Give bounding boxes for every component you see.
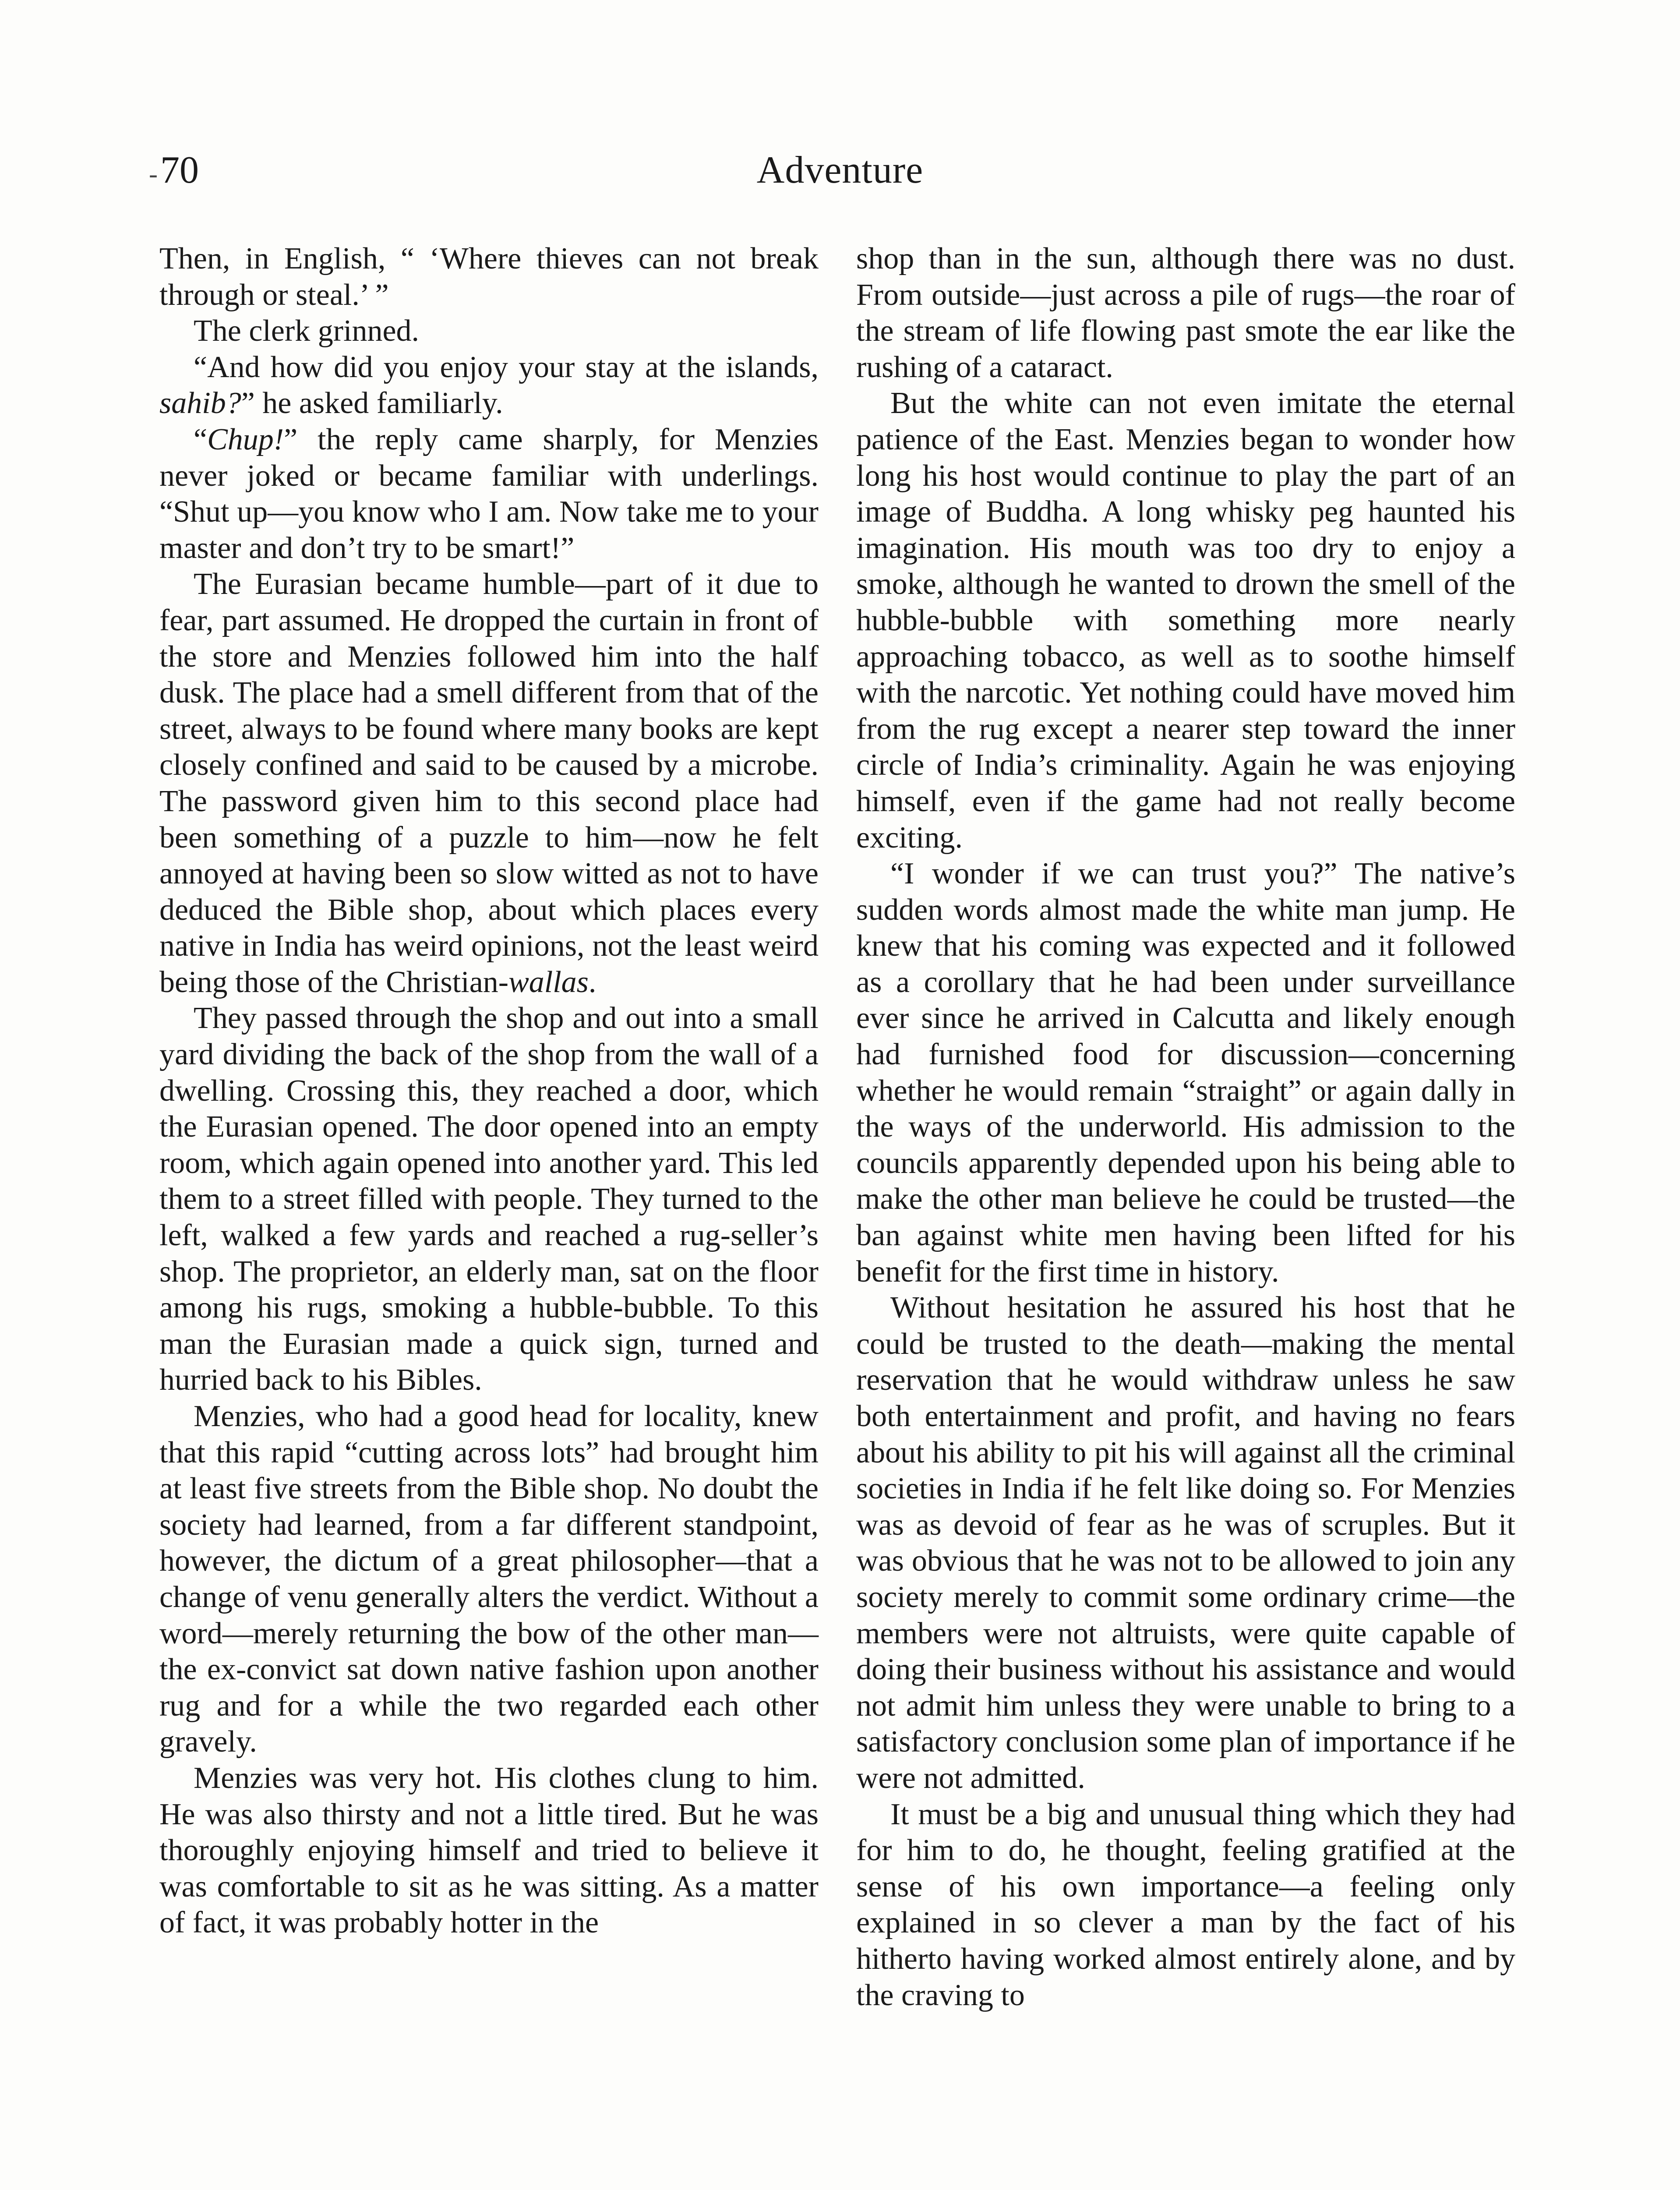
paragraph — [159, 1399, 819, 1760]
paragraph-text: “ — [194, 422, 208, 456]
paragraph — [159, 350, 819, 422]
paragraph-text: shop than in the sun, although there was no dust. From outside—just across a pile of rugs—the roar of the stream of life flowing past smote the ear like the rushing of a cataract. — [856, 242, 1515, 384]
right-column — [856, 241, 1515, 2013]
paragraph-text: They passed through the shop and out into a small yard dividing the back of the shop from the wall of a dwelling. Crossing this, they reached a door, which the Eurasian opened. The door opened into an empty room, which again opened into another yard. This led them to a street filled with people. They turned to the left, walked a few yards and reached a rug-seller’s shop. The proprietor, an elderly man, sat on the floor among his rugs, smoking a hubble-bubble. To this man the Eurasian made a quick sign, turned and hurried back to his Bibles. — [159, 1001, 819, 1397]
paragraph-italic-text: wallas — [508, 965, 589, 999]
paragraph — [856, 856, 1515, 1290]
paragraph — [159, 1000, 819, 1399]
paragraph-text: But the white can not even imitate the eternal patience of the East. Menzies began to wonder how long his host would continue to play the part of an image of Buddha. A long whisky peg haunted his imagination. His mouth was too dry to enjoy a smoke, although he wanted to drown the smell of the hubble-bubble with something more nearly approaching tobacco, as well as to soothe himself with the narcotic. Yet nothing could have moved him from the rug except a nearer step toward the inner circle of India’s criminality. Again he was enjoying himself, even if the game had not really become exciting. — [856, 386, 1515, 855]
page-number-value: 70 — [160, 149, 199, 191]
running-title: Adventure — [756, 149, 924, 191]
paragraph — [856, 1290, 1515, 1796]
paragraph-text-tail: ” the reply came sharply, for Menzies never joked or became familiar with underlings. “Shut up—you know who I am. Now take me to your master and don’t try to be smart!” — [159, 422, 819, 565]
paragraph-text: Menzies, who had a good head for locality, knew that this rapid “cutting across lots” had brought him at least five streets from the Bible shop. No doubt the society had learned, from a far different standpoint, however, the dictum of a great philosopher—that a change of venu generally alters the verdict. Without a word—merely returning the bow of the other man—the ex-convict sat down native fashion upon another rug and for a while the two regarded each other gravely. — [159, 1399, 819, 1759]
paragraph-text: Without hesitation he assured his host that he could be trusted to the death—making the mental reservation that he would withdraw unless he saw both entertainment and profit, and having no fears about his ability to pit his will against all the criminal societies in India if he felt like doing so. For Menzies was as devoid of fear as he was of scruples. But it was obvious that he was not to be allowed to join any society merely to commit some ordinary crime—the members were not altruists, were quite capable of doing their business without his assistance and would not admit him unless they were unable to bring to a satisfactory conclusion some plan of importance if he were not admitted. — [856, 1291, 1515, 1795]
paragraph — [159, 1760, 819, 1941]
paragraph-text-tail: ” he asked familiarly. — [241, 386, 503, 420]
paragraph — [856, 241, 1515, 385]
paragraph — [159, 566, 819, 1000]
paragraph-text: Then, in English, “ ‘Where thieves can not break through or steal.’ ” — [159, 242, 819, 312]
paragraph-text: It must be a big and unusual thing which they had for him to do, he thought, feeling gratified at the sense of his own importance—a feeling only explained in so clever a man by the fact of his hitherto having worked almost entirely alone, and by the craving to — [856, 1797, 1515, 2012]
paragraph — [159, 313, 819, 350]
paragraph-italic-text: Chup! — [207, 422, 284, 456]
left-column — [159, 241, 819, 1941]
paragraph-italic-text: sahib? — [159, 386, 241, 420]
paragraph-text: The Eurasian became humble—part of it due to fear, part assumed. He dropped the curtain in front of the store and Menzies followed him into the half dusk. The place had a smell different from that of the street, always to be found where many books are kept closely confined and said to be caused by a microbe. The password given him to this second place had been something of a puzzle to him—now he felt annoyed at having been so slow witted as not to have deduced the Bible shop, about which places every native in India has weird opinions, not the least weird being those of the Christian- — [159, 567, 819, 999]
paragraph — [159, 241, 819, 313]
paragraph — [159, 422, 819, 566]
paragraph-text: “I wonder if we can trust you?” The native’s sudden words almost made the white man jump. He knew that his coming was expected and it followed as a corollary that he had been under surveillance ever since he arrived in Calcutta and likely enough had furnished food for discussion—concerning whether he would remain “straight” or again dally in the ways of the underworld. His admission to the councils apparently depended upon his being able to make the other man believe he could be trusted—the ban against white men having been lifted for his benefit for the first time in history. — [856, 857, 1515, 1289]
paragraph-text-tail: . — [588, 965, 596, 999]
paragraph-text: The clerk grinned. — [194, 314, 420, 348]
paragraph-text: Menzies was very hot. His clothes clung to him. He was also thirsty and not a little tired. But he was thoroughly enjoying himself and tried to believe it was comfortable to sit as he was sitting. As a matter of fact, it was probably hotter in the — [159, 1761, 819, 1940]
page-number-dash: - — [149, 159, 158, 188]
paragraph-text: “And how did you enjoy your stay at the islands, — [194, 350, 819, 384]
paragraph — [856, 1797, 1515, 2014]
paragraph — [856, 385, 1515, 856]
